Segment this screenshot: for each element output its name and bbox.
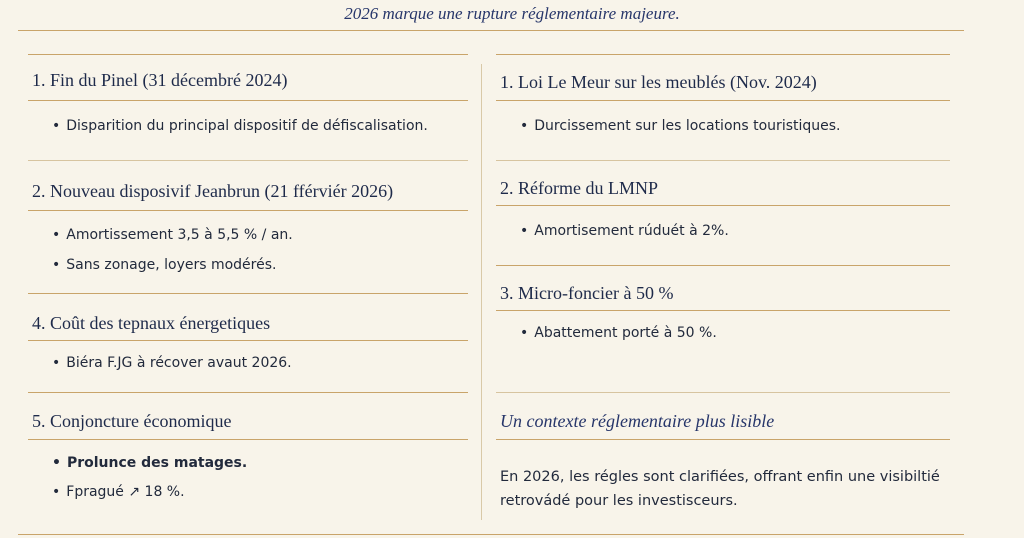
section-title-economy: 5. Conjoncture économique xyxy=(32,411,232,431)
section-title-lmnp: 2. Réforme du LMNP xyxy=(500,178,658,198)
bottom-divider xyxy=(18,534,964,535)
bullet-item: • Prolunce des matages. xyxy=(52,455,247,471)
context-paragraph: En 2026, les régles sont clarifiées, offrant enfin une visibiltié retrovádé pour les investisceurs. xyxy=(500,469,940,509)
section-title-pinel: 1. Fin du Pinel (31 décembré 2024) xyxy=(32,70,288,90)
section-title-micro-foncier: 3. Micro-foncier à 50 % xyxy=(500,283,674,303)
section-divider xyxy=(28,293,468,294)
page-subtitle: 2026 marque une rupture réglementaire majeure. xyxy=(344,4,680,23)
section-divider xyxy=(496,439,950,440)
section-divider xyxy=(496,392,950,393)
section-divider xyxy=(496,205,950,206)
section-divider xyxy=(28,160,468,161)
bullet-item: • Amortissement 3,5 à 5,5 % / an. xyxy=(52,227,293,243)
section-title-energy: 4. Coût des tepnaux énergetiques xyxy=(32,313,271,333)
section-divider xyxy=(496,310,950,311)
section-divider xyxy=(28,210,468,211)
section-title-le-meur: 1. Loi Le Meur sur les meublés (Nov. 2024) xyxy=(500,72,817,92)
context-title: Un contexte réglementaire plus lisible xyxy=(500,411,775,431)
section-divider xyxy=(28,340,468,341)
section-divider xyxy=(28,54,468,55)
bullet-item: • Biéra F.JG à récover avaut 2026. xyxy=(52,355,292,371)
section-divider xyxy=(496,54,950,55)
section-divider xyxy=(496,265,950,266)
section-divider xyxy=(28,100,468,101)
bullet-item: • Fpragué ↗ 18 %. xyxy=(52,484,185,500)
section-divider xyxy=(496,100,950,101)
section-divider xyxy=(28,439,468,440)
bullet-item: • Abattement porté à 50 %. xyxy=(520,325,717,341)
bullet-item: • Durcissement sur les locations touristiques. xyxy=(520,118,841,134)
section-title-jeanbrun: 2. Nouveau disposivif Jeanbrun (21 fférviér 2026) xyxy=(32,181,394,201)
section-divider xyxy=(28,392,468,393)
top-divider xyxy=(18,30,964,31)
bullet-item: • Disparition du principal dispositif de défiscalisation. xyxy=(52,118,428,134)
section-divider xyxy=(496,160,950,161)
bullet-item: • Sans zonage, loyers modérés. xyxy=(52,257,276,273)
bullet-item: • Amortisement rúduét à 2%. xyxy=(520,223,729,239)
column-separator xyxy=(481,64,482,520)
